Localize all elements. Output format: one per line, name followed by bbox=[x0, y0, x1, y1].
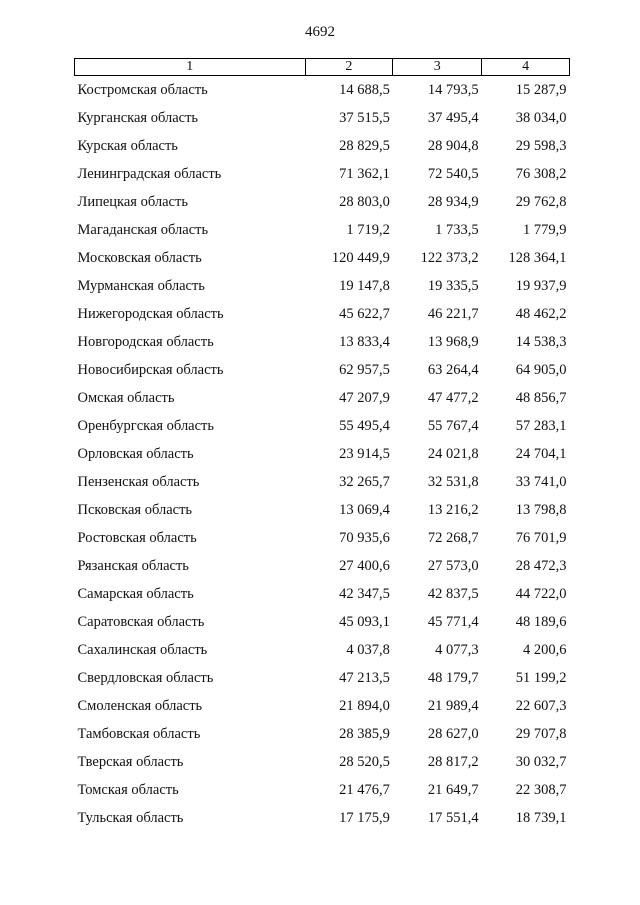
region-name-cell: Пензенская область bbox=[77, 474, 200, 490]
value-cell-col-2: 37 515,5 bbox=[339, 110, 390, 126]
table-row bbox=[75, 412, 570, 440]
value-cell-col-4: 29 707,8 bbox=[515, 726, 567, 742]
region-name-cell: Московская область bbox=[77, 250, 202, 266]
value-cell-col-4: 38 034,0 bbox=[515, 110, 567, 126]
value-cell-col-3: 63 264,4 bbox=[427, 362, 479, 378]
region-name-cell: Липецкая область bbox=[77, 194, 188, 210]
value-cell-col-4: 14 538,3 bbox=[515, 334, 567, 350]
value-cell-col-2: 120 449,9 bbox=[331, 250, 390, 266]
value-cell-col-4: 28 472,3 bbox=[515, 558, 567, 574]
region-name-cell: Орловская область bbox=[77, 446, 194, 462]
table-row bbox=[75, 272, 570, 300]
value-cell-col-2: 71 362,1 bbox=[339, 166, 390, 182]
table-row bbox=[75, 496, 570, 524]
value-cell-col-4: 44 722,0 bbox=[515, 586, 567, 602]
table-row bbox=[75, 132, 570, 160]
value-cell-col-4: 29 598,3 bbox=[515, 138, 567, 154]
value-cell-col-2: 1 719,2 bbox=[346, 222, 390, 238]
value-cell-col-2: 13 833,4 bbox=[339, 334, 390, 350]
value-cell-col-4: 33 741,0 bbox=[515, 474, 567, 490]
table-row bbox=[75, 636, 570, 664]
column-header-3: 3 bbox=[393, 59, 482, 76]
value-cell-col-3: 46 221,7 bbox=[427, 306, 479, 322]
value-cell-col-4: 57 283,1 bbox=[515, 418, 567, 434]
region-name-cell: Нижегородская область bbox=[77, 306, 224, 322]
data-table bbox=[74, 58, 570, 832]
table-row bbox=[75, 692, 570, 720]
table-row bbox=[75, 748, 570, 776]
value-cell-col-3: 72 540,5 bbox=[427, 166, 479, 182]
table-row bbox=[75, 104, 570, 132]
value-cell-col-4: 128 364,1 bbox=[508, 250, 567, 266]
value-cell-col-2: 47 213,5 bbox=[339, 670, 390, 686]
value-cell-col-3: 28 627,0 bbox=[427, 726, 479, 742]
value-cell-col-3: 42 837,5 bbox=[427, 586, 479, 602]
table-body bbox=[75, 76, 570, 833]
value-cell-col-3: 28 817,2 bbox=[427, 754, 479, 770]
value-cell-col-2: 70 935,6 bbox=[339, 530, 390, 546]
value-cell-col-2: 28 829,5 bbox=[339, 138, 390, 154]
value-cell-col-3: 28 934,9 bbox=[427, 194, 479, 210]
table-row bbox=[75, 552, 570, 580]
value-cell-col-2: 47 207,9 bbox=[339, 390, 390, 406]
value-cell-col-3: 17 551,4 bbox=[427, 810, 479, 826]
table-row bbox=[75, 720, 570, 748]
region-name-cell: Самарская область bbox=[77, 586, 194, 602]
table-row bbox=[75, 328, 570, 356]
value-cell-col-3: 4 077,3 bbox=[435, 642, 479, 658]
value-cell-col-3: 13 968,9 bbox=[427, 334, 479, 350]
region-name-cell: Смоленская область bbox=[77, 698, 203, 714]
value-cell-col-2: 42 347,5 bbox=[339, 586, 390, 602]
value-cell-col-2: 23 914,5 bbox=[339, 446, 390, 462]
table-row bbox=[75, 608, 570, 636]
value-cell-col-2: 14 688,5 bbox=[339, 82, 390, 98]
region-name-cell: Тверская область bbox=[77, 754, 184, 770]
table-row bbox=[75, 440, 570, 468]
value-cell-col-4: 30 032,7 bbox=[515, 754, 567, 770]
value-cell-col-4: 48 462,2 bbox=[515, 306, 567, 322]
value-cell-col-3: 48 179,7 bbox=[427, 670, 479, 686]
value-cell-col-2: 27 400,6 bbox=[339, 558, 390, 574]
value-cell-col-2: 55 495,4 bbox=[339, 418, 390, 434]
value-cell-col-4: 64 905,0 bbox=[515, 362, 567, 378]
table-row bbox=[75, 244, 570, 272]
value-cell-col-4: 19 937,9 bbox=[515, 278, 567, 294]
value-cell-col-2: 28 803,0 bbox=[339, 194, 390, 210]
page-number: 4692 bbox=[305, 24, 335, 40]
value-cell-col-3: 1 733,5 bbox=[435, 222, 479, 238]
value-cell-col-2: 17 175,9 bbox=[339, 810, 390, 826]
value-cell-col-3: 24 021,8 bbox=[427, 446, 479, 462]
value-cell-col-2: 62 957,5 bbox=[339, 362, 390, 378]
value-cell-col-3: 47 477,2 bbox=[427, 390, 479, 406]
table-header bbox=[75, 59, 570, 76]
value-cell-col-4: 4 200,6 bbox=[523, 642, 567, 658]
column-header-1: 1 bbox=[75, 59, 306, 76]
region-name-cell: Новгородская область bbox=[77, 334, 214, 350]
value-cell-col-3: 72 268,7 bbox=[427, 530, 479, 546]
value-cell-col-3: 28 904,8 bbox=[427, 138, 479, 154]
table-row bbox=[75, 804, 570, 832]
value-cell-col-4: 51 199,2 bbox=[515, 670, 567, 686]
region-name-cell: Новосибирская область bbox=[77, 362, 224, 378]
table-row bbox=[75, 76, 570, 105]
value-cell-col-3: 55 767,4 bbox=[427, 418, 479, 434]
table-row bbox=[75, 216, 570, 244]
value-cell-col-3: 21 989,4 bbox=[427, 698, 479, 714]
value-cell-col-4: 76 308,2 bbox=[515, 166, 567, 182]
region-name-cell: Ленинградская область bbox=[77, 166, 222, 182]
table-row bbox=[75, 580, 570, 608]
value-cell-col-4: 29 762,8 bbox=[515, 194, 567, 210]
region-name-cell: Омская область bbox=[77, 390, 175, 406]
value-cell-col-4: 48 189,6 bbox=[515, 614, 567, 630]
region-name-cell: Рязанская область bbox=[77, 558, 189, 574]
table-row bbox=[75, 468, 570, 496]
table-row bbox=[75, 356, 570, 384]
region-name-cell: Мурманская область bbox=[77, 278, 205, 294]
value-cell-col-4: 22 308,7 bbox=[515, 782, 567, 798]
value-cell-col-2: 28 520,5 bbox=[339, 754, 390, 770]
value-cell-col-3: 14 793,5 bbox=[427, 82, 479, 98]
value-cell-col-2: 45 622,7 bbox=[339, 306, 390, 322]
table-row bbox=[75, 664, 570, 692]
region-name-cell: Сахалинская область bbox=[77, 642, 208, 658]
column-header-4: 4 bbox=[482, 59, 570, 76]
region-name-cell: Ростовская область bbox=[77, 530, 197, 546]
value-cell-col-3: 19 335,5 bbox=[427, 278, 479, 294]
table-row bbox=[75, 300, 570, 328]
value-cell-col-2: 45 093,1 bbox=[339, 614, 390, 630]
value-cell-col-4: 1 779,9 bbox=[523, 222, 567, 238]
value-cell-col-4: 24 704,1 bbox=[515, 446, 567, 462]
region-name-cell: Курганская область bbox=[77, 110, 199, 126]
region-name-cell: Тульская область bbox=[77, 810, 184, 826]
value-cell-col-3: 21 649,7 bbox=[427, 782, 479, 798]
value-cell-col-4: 18 739,1 bbox=[515, 810, 567, 826]
region-name-cell: Тамбовская область bbox=[77, 726, 201, 742]
value-cell-col-2: 28 385,9 bbox=[339, 726, 390, 742]
region-name-cell: Костромская область bbox=[77, 82, 208, 98]
value-cell-col-2: 4 037,8 bbox=[346, 642, 390, 658]
value-cell-col-2: 19 147,8 bbox=[339, 278, 390, 294]
value-cell-col-4: 48 856,7 bbox=[515, 390, 567, 406]
table-row bbox=[75, 384, 570, 412]
value-cell-col-3: 45 771,4 bbox=[427, 614, 479, 630]
region-name-cell: Магаданская область bbox=[77, 222, 209, 238]
value-cell-col-2: 21 476,7 bbox=[339, 782, 390, 798]
region-name-cell: Томская область bbox=[77, 782, 179, 798]
value-cell-col-3: 13 216,2 bbox=[427, 502, 479, 518]
value-cell-col-3: 27 573,0 bbox=[427, 558, 479, 574]
column-header-2: 2 bbox=[305, 59, 393, 76]
value-cell-col-2: 32 265,7 bbox=[339, 474, 390, 490]
value-cell-col-4: 13 798,8 bbox=[515, 502, 567, 518]
table-row bbox=[75, 524, 570, 552]
table-row bbox=[75, 188, 570, 216]
value-cell-col-2: 21 894,0 bbox=[339, 698, 390, 714]
region-name-cell: Саратовская область bbox=[77, 614, 205, 630]
value-cell-col-2: 13 069,4 bbox=[339, 502, 390, 518]
value-cell-col-4: 76 701,9 bbox=[515, 530, 567, 546]
region-name-cell: Курская область bbox=[77, 138, 178, 154]
value-cell-col-4: 22 607,3 bbox=[515, 698, 567, 714]
value-cell-col-3: 32 531,8 bbox=[427, 474, 479, 490]
region-name-cell: Оренбургская область bbox=[77, 418, 215, 434]
table-row bbox=[75, 776, 570, 804]
table-row bbox=[75, 160, 570, 188]
value-cell-col-3: 37 495,4 bbox=[427, 110, 479, 126]
region-name-cell: Псковская область bbox=[77, 502, 193, 518]
value-cell-col-3: 122 373,2 bbox=[420, 250, 479, 266]
value-cell-col-4: 15 287,9 bbox=[515, 82, 567, 98]
region-name-cell: Свердловская область bbox=[77, 670, 214, 686]
